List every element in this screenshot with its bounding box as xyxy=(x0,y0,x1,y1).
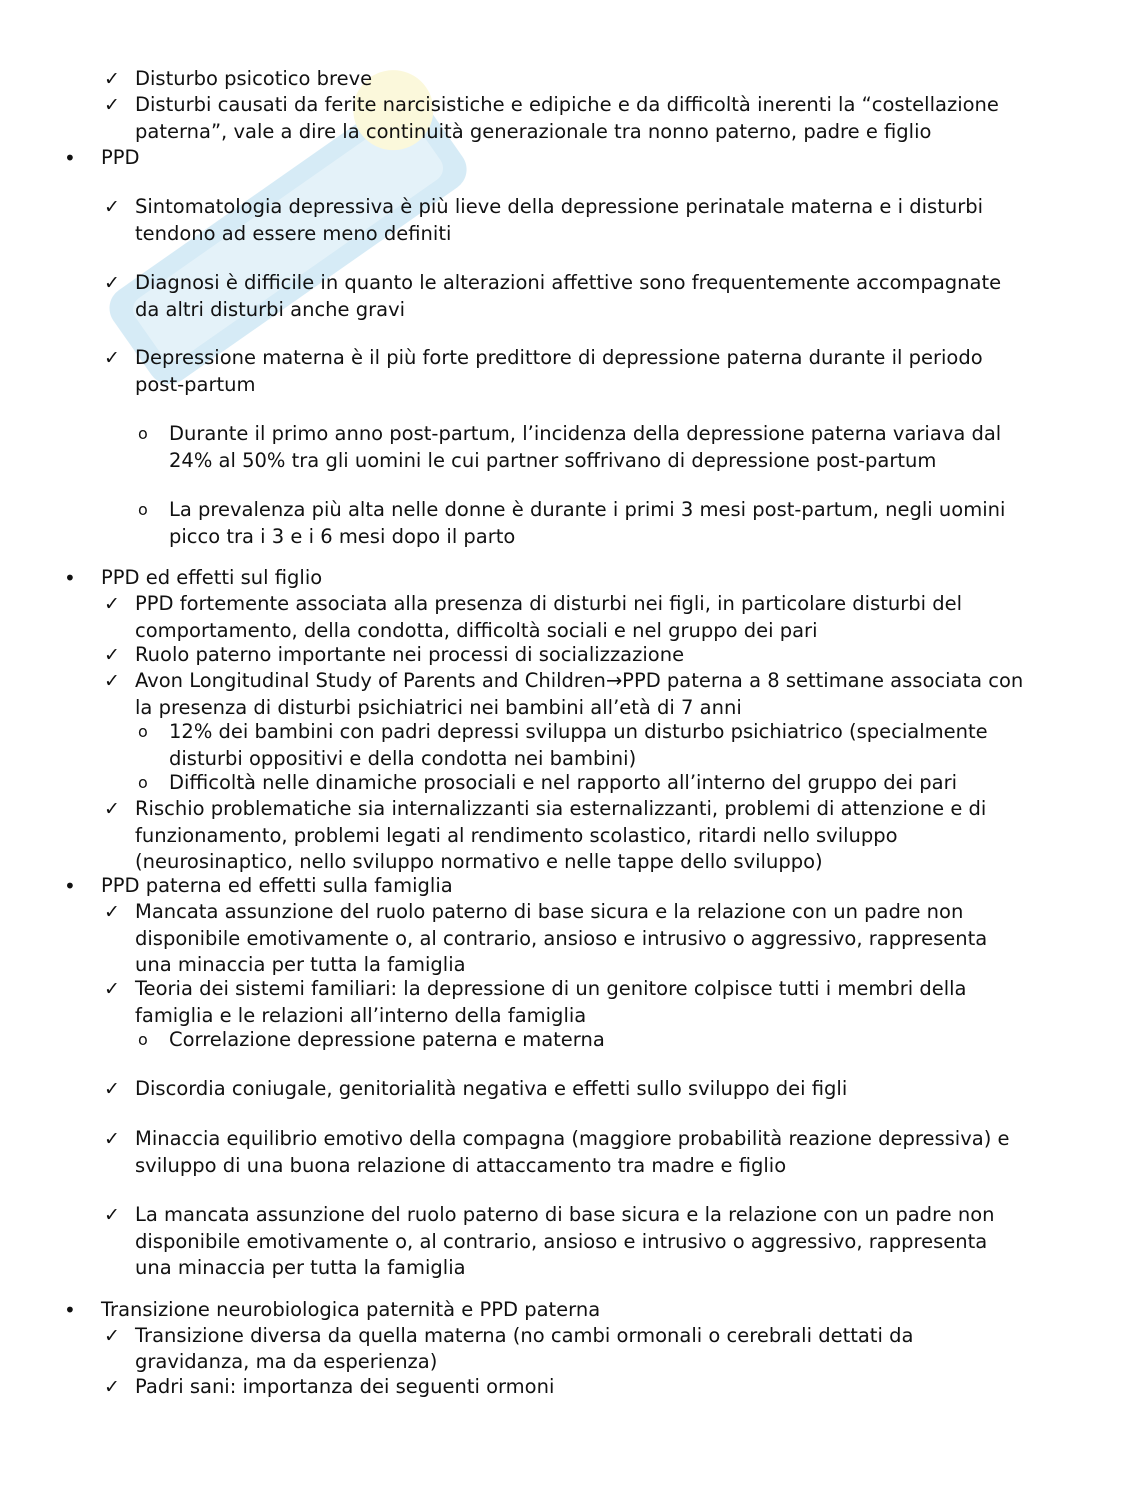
checkmark-icon: ✓ xyxy=(104,670,120,692)
checkmark-icon: ✓ xyxy=(104,593,120,615)
text-line: Mancata assunzione del ruolo paterno di base sicura e la relazione con un padre non xyxy=(135,900,964,923)
text-line: PPD xyxy=(101,146,140,169)
circle-bullet-icon: o xyxy=(138,424,148,443)
text-line: paterna”, vale a dire la continuità generazionale tra nonno paterno, padre e figlio xyxy=(135,120,932,143)
text-line: la presenza di disturbi psichiatrici nei bambini all’età di 7 anni xyxy=(135,696,742,719)
text-line: funzionamento, problemi legati al rendimento scolastico, ritardi nello sviluppo xyxy=(135,824,898,847)
text-line: famiglia e le relazioni all’interno della famiglia xyxy=(135,1004,587,1027)
bullet-icon: • xyxy=(64,1298,76,1322)
checkmark-icon: ✓ xyxy=(104,68,120,90)
text-line: disponibile emotivamente o, al contrario, ansioso e intrusivo o aggressivo, rappresenta xyxy=(135,927,988,950)
checkmark-icon: ✓ xyxy=(104,1325,120,1347)
text-line: PPD ed effetti sul figlio xyxy=(101,566,323,589)
bullet-icon: • xyxy=(64,566,76,590)
text-line: Transizione diversa da quella materna (no cambi ormonali o cerebrali dettati da xyxy=(135,1324,914,1347)
text-line: PPD fortemente associata alla presenza di disturbi nei figli, in particolare disturbi del xyxy=(135,592,963,615)
text-line: Depressione materna è il più forte predittore di depressione paterna durante il periodo xyxy=(135,346,983,369)
text-line: Avon Longitudinal Study of Parents and Children→PPD paterna a 8 settimane associata con xyxy=(135,669,1024,692)
bullet-icon: • xyxy=(64,146,76,170)
text-line: Rischio problematiche sia internalizzanti sia esternalizzanti, problemi di attenzione e di xyxy=(135,797,987,820)
checkmark-icon: ✓ xyxy=(104,798,120,820)
text-line: una minaccia per tutta la famiglia xyxy=(135,1256,466,1279)
checkmark-icon: ✓ xyxy=(104,1078,120,1100)
text-line: gravidanza, ma da esperienza) xyxy=(135,1350,438,1373)
checkmark-icon: ✓ xyxy=(104,196,120,218)
text-line: comportamento, della condotta, difficoltà sociali e nel gruppo dei pari xyxy=(135,619,818,642)
text-line: da altri disturbi anche gravi xyxy=(135,298,406,321)
checkmark-icon: ✓ xyxy=(104,1128,120,1150)
circle-bullet-icon: o xyxy=(138,722,148,741)
text-line: Disturbo psicotico breve xyxy=(135,67,373,90)
checkmark-icon: ✓ xyxy=(104,901,120,923)
text-line: Discordia coniugale, genitorialità negativa e effetti sullo sviluppo dei figli xyxy=(135,1077,848,1100)
checkmark-icon: ✓ xyxy=(104,978,120,1000)
text-line: post-partum xyxy=(135,373,256,396)
text-line: 12% dei bambini con padri depressi sviluppa un disturbo psichiatrico (specialmente xyxy=(169,720,988,743)
text-line: picco tra i 3 e i 6 mesi dopo il parto xyxy=(169,525,516,548)
bullet-icon: • xyxy=(64,874,76,898)
text-line: una minaccia per tutta la famiglia xyxy=(135,953,466,976)
circle-bullet-icon: o xyxy=(138,500,148,519)
text-line: disturbi oppositivi e della condotta nei bambini) xyxy=(169,747,637,770)
text-line: disponibile emotivamente o, al contrario, ansioso e intrusivo o aggressivo, rappresenta xyxy=(135,1230,988,1253)
text-line: Durante il primo anno post-partum, l’incidenza della depressione paterna variava dal xyxy=(169,422,1002,445)
checkmark-icon: ✓ xyxy=(104,347,120,369)
text-line: Difficoltà nelle dinamiche prosociali e nel rapporto all’interno del gruppo dei pari xyxy=(169,771,957,794)
text-line: Ruolo paterno importante nei processi di socializzazione xyxy=(135,643,685,666)
text-line: Teoria dei sistemi familiari: la depressione di un genitore colpisce tutti i membri della xyxy=(135,977,967,1000)
circle-bullet-icon: o xyxy=(138,773,148,792)
text-line: Transizione neurobiologica paternità e PPD paterna xyxy=(101,1298,601,1321)
checkmark-icon: ✓ xyxy=(104,1376,120,1398)
text-line: Padri sani: importanza dei seguenti ormoni xyxy=(135,1375,555,1398)
text-line: sviluppo di una buona relazione di attaccamento tra madre e figlio xyxy=(135,1154,787,1177)
text-line: La mancata assunzione del ruolo paterno di base sicura e la relazione con un padre non xyxy=(135,1203,995,1226)
checkmark-icon: ✓ xyxy=(104,1204,120,1226)
text-line: Sintomatologia depressiva è più lieve della depressione perinatale materna e i disturbi xyxy=(135,195,984,218)
text-line: La prevalenza più alta nelle donne è durante i primi 3 mesi post-partum, negli uomini xyxy=(169,498,1006,521)
checkmark-icon: ✓ xyxy=(104,94,120,116)
text-line: Diagnosi è difficile in quanto le alterazioni affettive sono frequentemente accompagnate xyxy=(135,271,1002,294)
checkmark-icon: ✓ xyxy=(104,272,120,294)
circle-bullet-icon: o xyxy=(138,1030,148,1049)
text-line: tendono ad essere meno definiti xyxy=(135,222,452,245)
text-line: Disturbi causati da ferite narcisistiche e edipiche e da difficoltà inerenti la “costellazione xyxy=(135,93,999,116)
text-line: Correlazione depressione paterna e materna xyxy=(169,1028,605,1051)
text-line: (neurosinaptico, nello sviluppo normativo e nelle tappe dello sviluppo) xyxy=(135,850,823,873)
text-line: PPD paterna ed effetti sulla famiglia xyxy=(101,874,453,897)
text-line: 24% al 50% tra gli uomini le cui partner soffrivano di depressione post-partum xyxy=(169,449,937,472)
checkmark-icon: ✓ xyxy=(104,644,120,666)
text-line: Minaccia equilibrio emotivo della compagna (maggiore probabilità reazione depressiva) e xyxy=(135,1127,1010,1150)
